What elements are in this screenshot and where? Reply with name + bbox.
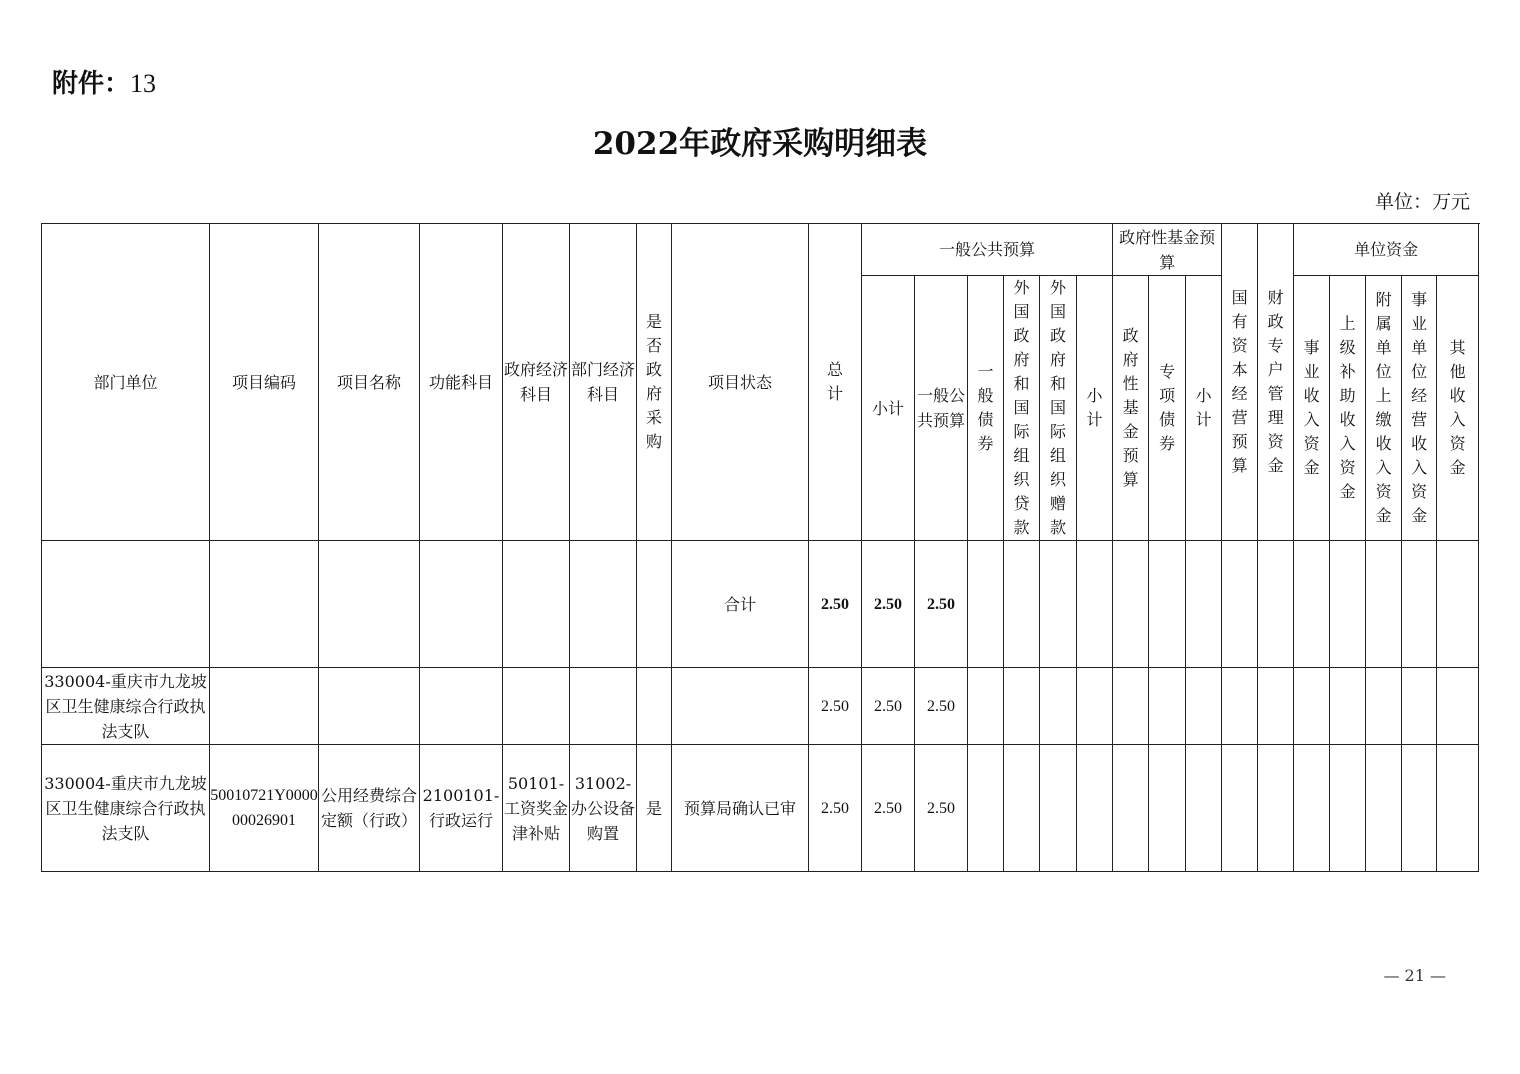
dept-row-dept: 330004-重庆市九龙坡区卫生健康综合行政执法支队 — [42, 668, 210, 745]
cell — [570, 541, 637, 668]
cell — [1149, 668, 1186, 745]
total-row-general-sub: 2.50 — [862, 541, 915, 668]
header-fiscal-special-text: 财政专户管理资金 — [1267, 288, 1284, 475]
cell — [1040, 745, 1077, 872]
cell — [319, 668, 420, 745]
header-fund-sub-text: 小计 — [1086, 386, 1103, 429]
cell — [1186, 668, 1222, 745]
cell — [1113, 541, 1149, 668]
header-foreign-grant-text: 外国政府和国际组织赠款 — [1049, 278, 1066, 537]
item-row-status: 预算局确认已审 — [672, 745, 809, 872]
header-career-income-text: 事业收入资金 — [1303, 338, 1320, 477]
header-unit-sub-text: 小计 — [1195, 386, 1212, 429]
header-state-capital — [1222, 224, 1258, 541]
cell — [1004, 668, 1040, 745]
dept-row-total: 2.50 — [809, 668, 862, 745]
cell — [968, 745, 1004, 872]
header-fund-bond — [1149, 276, 1186, 541]
cell — [1004, 745, 1040, 872]
cell — [319, 541, 420, 668]
page-number: — 21 — — [1383, 966, 1446, 985]
header-superior-subsidy — [1330, 276, 1366, 541]
header-dept-econ: 部门经济科目 — [570, 224, 637, 541]
item-row-dept: 330004-重庆市九龙坡区卫生健康综合行政执法支队 — [42, 745, 210, 872]
total-row — [42, 541, 1479, 668]
cell — [1113, 668, 1149, 745]
header-career-income — [1294, 276, 1330, 541]
cell — [1149, 541, 1186, 668]
cell — [672, 668, 809, 745]
header-general-bond-text: 一般债券 — [977, 362, 994, 453]
header-is-proc — [637, 224, 672, 541]
item-row-general-sub: 2.50 — [862, 745, 915, 872]
header-other-income-text: 其他收入资金 — [1449, 338, 1466, 477]
cell — [1222, 668, 1258, 745]
cell — [1186, 541, 1222, 668]
header-unit-funds: 单位资金 — [1294, 224, 1479, 276]
header-operating-income — [1402, 276, 1437, 541]
header-operating-income-text: 事业单位经营收入资金 — [1411, 290, 1428, 525]
header-superior-subsidy-text: 上级补助收入资金 — [1339, 314, 1356, 501]
header-general: 一般公共预算 — [862, 224, 1113, 276]
header-general-budget: 一般公共预算 — [915, 276, 968, 541]
cell — [637, 668, 672, 745]
header-fund-budget-text: 政府性基金预算 — [1122, 326, 1139, 489]
total-row-general-budget: 2.50 — [915, 541, 968, 668]
header-general-bond — [968, 276, 1004, 541]
header-state-capital-text: 国有资本经营预算 — [1231, 288, 1248, 475]
header-unit-sub — [1186, 276, 1222, 541]
cell — [1366, 668, 1402, 745]
cell — [1040, 541, 1077, 668]
attachment-label — [52, 66, 156, 102]
cell — [1077, 541, 1113, 668]
cell — [1258, 541, 1294, 668]
header-foreign-loan — [1004, 276, 1040, 541]
cell — [1113, 745, 1149, 872]
cell — [1004, 541, 1040, 668]
header-total — [809, 224, 862, 541]
header-foreign-grant — [1040, 276, 1077, 541]
header-affiliated-turnover — [1366, 276, 1402, 541]
header-fiscal-special — [1258, 224, 1294, 541]
header-gov-econ: 政府经济科目 — [503, 224, 570, 541]
cell — [1437, 541, 1479, 668]
header-fund-bond-text: 专项债券 — [1159, 362, 1176, 453]
cell — [1437, 745, 1479, 872]
header-code: 项目编码 — [210, 224, 319, 541]
cell — [1330, 668, 1366, 745]
header-status: 项目状态 — [672, 224, 809, 541]
cell — [1402, 668, 1437, 745]
cell — [1077, 668, 1113, 745]
page-title: 2022年政府采购明细表 — [592, 126, 928, 162]
header-general-sub: 小计 — [862, 276, 915, 541]
header-func: 功能科目 — [420, 224, 503, 541]
header-is-proc-text: 是否政府采购 — [645, 312, 662, 451]
attachment-number: 13 — [130, 69, 157, 98]
item-row-is-proc: 是 — [637, 745, 672, 872]
cell — [1149, 745, 1186, 872]
item-row-gov-econ: 50101-工资奖金津补贴 — [503, 745, 570, 872]
cell — [1402, 541, 1437, 668]
item-row — [42, 745, 1479, 872]
unit-label: 单位：万元 — [1374, 191, 1470, 213]
dept-row-general-sub: 2.50 — [862, 668, 915, 745]
dept-row-general-budget: 2.50 — [915, 668, 968, 745]
header-dept: 部门单位 — [42, 224, 210, 541]
cell — [968, 668, 1004, 745]
cell — [1294, 668, 1330, 745]
cell — [1437, 668, 1479, 745]
header-name: 项目名称 — [319, 224, 420, 541]
procurement-table — [41, 223, 1479, 872]
cell — [1222, 745, 1258, 872]
cell — [42, 541, 210, 668]
dept-row — [42, 668, 1479, 745]
cell — [1222, 541, 1258, 668]
cell — [210, 668, 319, 745]
header-affiliated-turnover-text: 附属单位上缴收入资金 — [1375, 290, 1392, 525]
item-row-name: 公用经费综合定额（行政） — [319, 745, 420, 872]
cell — [1186, 745, 1222, 872]
cell — [1258, 668, 1294, 745]
cell — [1366, 541, 1402, 668]
cell — [637, 541, 672, 668]
cell — [570, 668, 637, 745]
cell — [1330, 541, 1366, 668]
cell — [1077, 745, 1113, 872]
header-foreign-loan-text: 外国政府和国际组织贷款 — [1013, 278, 1030, 537]
cell — [503, 668, 570, 745]
total-row-label: 合计 — [672, 541, 809, 668]
total-row-total: 2.50 — [809, 541, 862, 668]
cell — [1040, 668, 1077, 745]
item-row-func: 2100101-行政运行 — [420, 745, 503, 872]
header-total-text: 总计 — [826, 360, 843, 403]
header-row-1 — [42, 224, 1479, 276]
cell — [1402, 745, 1437, 872]
cell — [420, 668, 503, 745]
cell — [1366, 745, 1402, 872]
cell — [1330, 745, 1366, 872]
cell — [420, 541, 503, 668]
header-fund-budget — [1113, 276, 1149, 541]
item-row-dept-econ: 31002-办公设备购置 — [570, 745, 637, 872]
header-other-income — [1437, 276, 1479, 541]
header-fund: 政府性基金预算 — [1113, 224, 1222, 276]
cell — [1294, 745, 1330, 872]
item-row-code: 50010721Y000000026901 — [210, 745, 319, 872]
cell — [503, 541, 570, 668]
cell — [210, 541, 319, 668]
item-row-total: 2.50 — [809, 745, 862, 872]
header-fund-sub — [1077, 276, 1113, 541]
item-row-general-budget: 2.50 — [915, 745, 968, 872]
cell — [1258, 745, 1294, 872]
cell — [1294, 541, 1330, 668]
cell — [968, 541, 1004, 668]
attachment-prefix: 附件： — [52, 69, 131, 99]
